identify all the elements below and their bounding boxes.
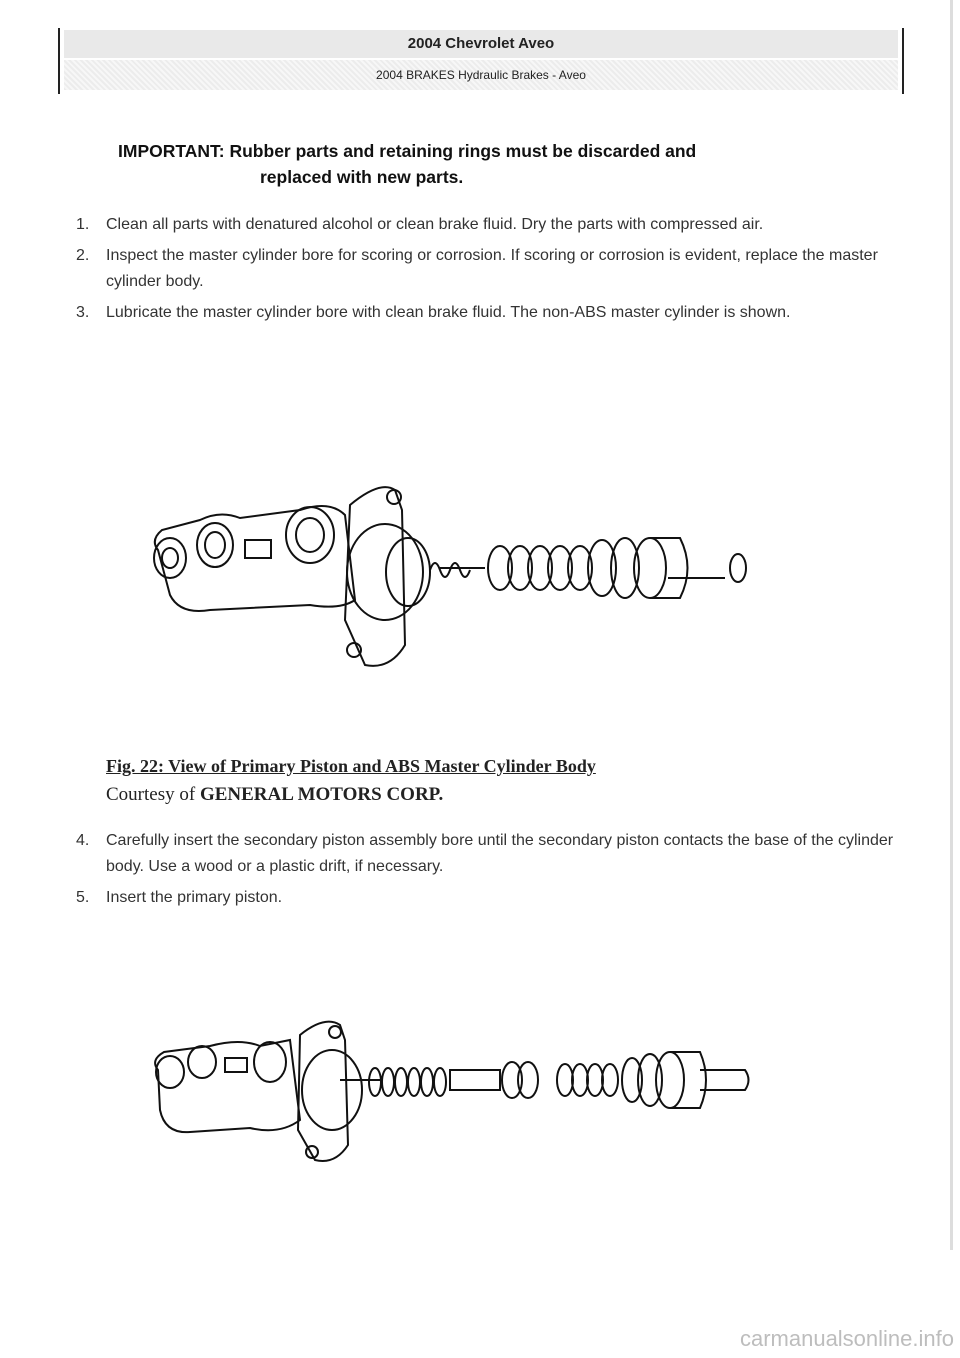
primary-piston-spring (557, 1064, 618, 1096)
port-fitting (156, 1056, 184, 1088)
important-text-line2: replaced with new parts. (260, 167, 464, 187)
port-fitting-inner (162, 548, 178, 568)
bore-opening (302, 1050, 362, 1130)
list-item (76, 243, 906, 295)
step-text: Clean all parts with denatured alcohol or clean brake fluid. Dry the parts with compressed air. (106, 216, 764, 233)
step-number: 3. (76, 304, 90, 321)
page-edge-rule (950, 0, 953, 1250)
reservoir-port-inner (205, 532, 225, 558)
secondary-piston-spring (430, 563, 470, 577)
master-cylinder-exploded-diagram-1 (140, 470, 760, 680)
step-number: 1. (76, 216, 90, 233)
step-number: 4. (76, 832, 90, 849)
step-text: Carefully insert the secondary piston assembly bore until the secondary piston contacts the base of the cylinder body. Use a wood or a plastic drift, if necessary. (106, 832, 894, 875)
courtesy-prefix: Courtesy of (106, 784, 196, 805)
push-rod (700, 1070, 749, 1090)
important-text-line1: Rubber parts and retaining rings must be discarded and (229, 141, 697, 161)
figure-caption: Fig. 22: View of Primary Piston and ABS Master Cylinder Body (106, 756, 596, 776)
mounting-flange (345, 487, 405, 666)
reservoir-port (188, 1046, 216, 1078)
step-text: Inspect the master cylinder bore for scoring or corrosion. If scoring or corrosion is evident, replace the master cylinder body. (106, 247, 878, 290)
master-cylinder-exploded-diagram-2 (140, 1010, 760, 1170)
port-plug (245, 540, 271, 558)
port-fitting (154, 538, 186, 578)
header-subtitle: 2004 BRAKES Hydraulic Brakes - Aveo (64, 60, 898, 90)
primary-piston (622, 1052, 706, 1108)
figure-courtesy (106, 784, 443, 806)
port-plug (225, 1058, 247, 1072)
step-number: 2. (76, 247, 90, 264)
step-text: Insert the primary piston. (106, 889, 283, 906)
header-title: 2004 Chevrolet Aveo (64, 30, 898, 58)
primary-piston (588, 538, 688, 598)
watermark: carmanualsonline.info (739, 1326, 954, 1351)
retaining-ring (730, 554, 746, 582)
secondary-piston (502, 1062, 538, 1098)
reservoir-port-2-inner (296, 518, 324, 552)
list-item (76, 300, 906, 326)
secondary-piston-rod (450, 1070, 500, 1090)
secondary-piston (488, 546, 592, 590)
courtesy-corp: GENERAL MOTORS CORP. (199, 784, 444, 805)
important-note (118, 138, 878, 190)
step-text: Lubricate the master cylinder bore with clean brake fluid. The non-ABS master cylinder is shown. (106, 304, 791, 321)
step-number: 5. (76, 889, 90, 906)
mounting-hole-top (329, 1026, 341, 1038)
document-header (58, 28, 904, 94)
reservoir-port (197, 523, 233, 567)
important-label: IMPORTANT: (118, 141, 225, 161)
procedure-steps-2 (76, 828, 906, 916)
reservoir-port-2 (254, 1042, 286, 1082)
list-item (76, 212, 906, 238)
list-item (76, 828, 906, 880)
procedure-steps-1 (76, 212, 906, 331)
list-item (76, 885, 906, 911)
reservoir-port-2 (286, 507, 334, 563)
mounting-hole-top (387, 490, 401, 504)
spring-coils (369, 1068, 446, 1096)
mounting-flange (298, 1022, 348, 1161)
